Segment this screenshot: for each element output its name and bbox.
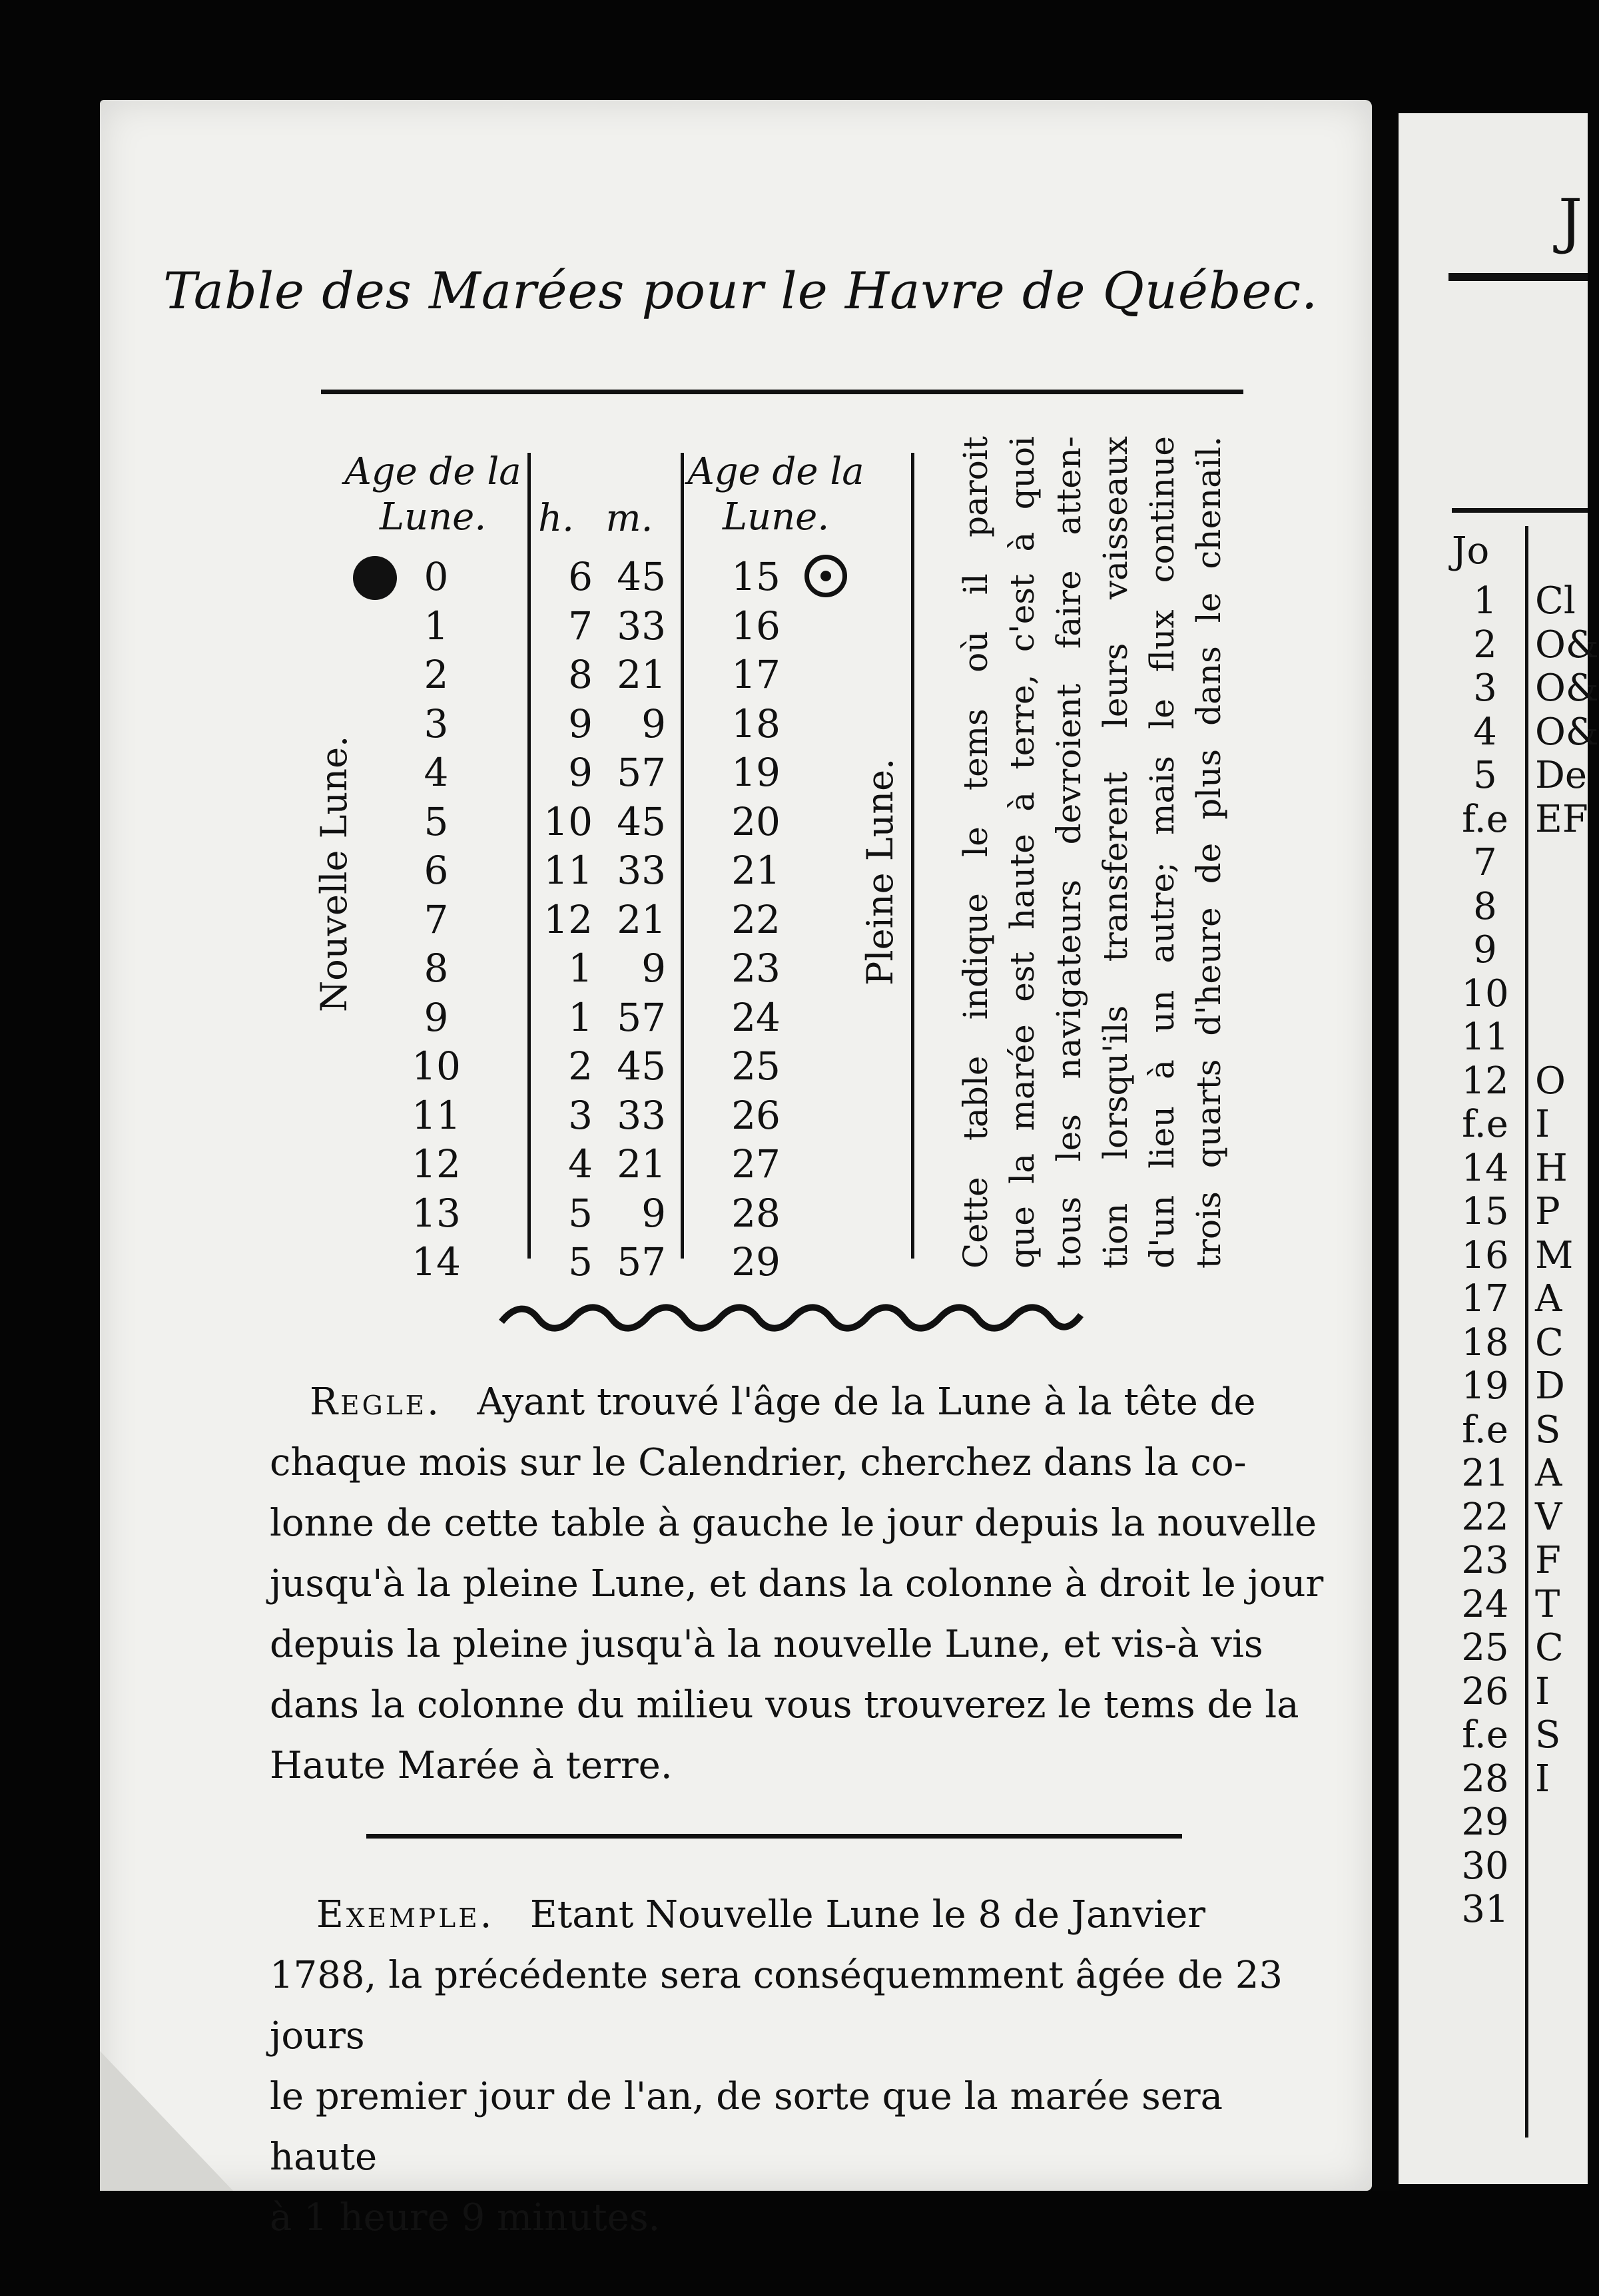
day-cell: f.e (1462, 1103, 1508, 1146)
rule-line: dans la colonne du milieu vous trouverez le tems de la (270, 1683, 1299, 1727)
next-page-rule-1 (1448, 273, 1588, 281)
day-cell: 3 (1473, 667, 1497, 710)
day-cell: 29 (1461, 1801, 1509, 1844)
day-cell: 11 (1461, 1015, 1509, 1059)
note-line: tous les navigateurs devroient faire atten- (1050, 436, 1088, 1269)
day-cell: 15 (1461, 1190, 1509, 1233)
header-age-full-line1: Age de la (687, 450, 864, 493)
table-cell: 10 (412, 1043, 461, 1089)
table-cell: 9 (424, 994, 449, 1040)
table-cell: 7 (568, 603, 593, 649)
table-cell: 8 (568, 652, 593, 697)
table-cell: 57 (617, 1239, 666, 1285)
column-minute (603, 553, 666, 1287)
table-cell: 12 (412, 1141, 461, 1187)
letter-cell (1535, 885, 1588, 929)
letter-cell: I (1535, 1669, 1550, 1713)
day-cell: 4 (1473, 710, 1497, 754)
day-cell: f.e (1462, 797, 1508, 841)
letter-cell: H (1535, 1146, 1568, 1190)
table-cell: 6 (568, 554, 593, 599)
letter-cell (1535, 1015, 1588, 1059)
letter-cell: M (1535, 1233, 1574, 1277)
header-age-new-line1: Age de la (344, 450, 521, 493)
table-cell: 10 (543, 798, 593, 844)
table-cell: 9 (568, 750, 593, 795)
note-line: que la marée est haute à terre, c'est à quoi (1003, 436, 1042, 1269)
day-cell: 5 (1473, 754, 1497, 797)
letter-cell (1535, 972, 1588, 1016)
table-cell: 20 (731, 798, 781, 844)
table-cell: 21 (617, 896, 666, 942)
letter-cell: C (1535, 1320, 1564, 1364)
column-rule-2 (681, 453, 684, 1259)
table-cell: 4 (568, 1141, 593, 1187)
letter-cell: D (1535, 1364, 1565, 1408)
letter-cell: EF (1535, 797, 1588, 841)
table-cell: 9 (641, 1190, 666, 1236)
table-cell: 29 (731, 1239, 781, 1285)
ornament-divider (498, 1302, 1084, 1332)
new-moon-icon (353, 556, 397, 600)
table-cell: 27 (731, 1141, 781, 1187)
column-hour (533, 553, 593, 1287)
table-cell: 21 (731, 848, 781, 893)
letter-cell: O& (1535, 623, 1599, 667)
note-line: Cette table indique le tems où il paroit (956, 436, 995, 1269)
example-line: le premier jour de l'an, de sorte que la marée sera haute (270, 2075, 1223, 2179)
table-cell: 33 (617, 603, 666, 649)
day-cell: 18 (1461, 1320, 1509, 1364)
rule-line: jusqu'à la pleine Lune, et dans la colonne à droit le jour (270, 1562, 1324, 1605)
table-cell: 9 (641, 946, 666, 991)
table-cell: 4 (424, 750, 449, 795)
day-cell: 19 (1461, 1364, 1509, 1408)
letter-cell: Cl (1535, 579, 1576, 623)
day-cell: 28 (1461, 1757, 1509, 1801)
table-cell: 8 (424, 946, 449, 991)
column-age-new (400, 553, 473, 1287)
next-page-letter-column (1535, 579, 1599, 1888)
full-moon-icon (804, 555, 847, 597)
table-cell: 25 (731, 1043, 781, 1089)
table-cell: 9 (641, 701, 666, 746)
letter-cell: P (1535, 1190, 1560, 1233)
letter-cell: I (1535, 1757, 1550, 1801)
day-cell: f.e (1462, 1408, 1508, 1452)
example-label: Exemple. (316, 1893, 495, 1936)
header-age-new-line2: Lune. (379, 495, 487, 539)
letter-cell (1535, 1801, 1588, 1845)
letter-cell: F (1535, 1539, 1561, 1582)
letter-cell: I (1535, 1103, 1550, 1146)
letter-cell (1535, 841, 1588, 885)
example-line (270, 1884, 1329, 1945)
example-line: à 1 heure 9 minutes. (270, 2196, 661, 2239)
table-cell: 22 (731, 896, 781, 942)
day-cell: 9 (1473, 928, 1497, 972)
letter-cell: S (1535, 1408, 1561, 1452)
rule-line: chaque mois sur le Calendrier, cherchez dans la co- (270, 1441, 1247, 1484)
rule-line: Haute Marée à terre. (270, 1744, 673, 1787)
next-page-day-column (1452, 579, 1518, 1932)
next-page-header: Jo (1452, 529, 1490, 573)
table-cell: 5 (424, 798, 449, 844)
label-nouvelle-lune: Nouvelle Lune. (313, 735, 355, 1012)
note-line: trois quarts d'heure de plus dans le chenail. (1189, 436, 1228, 1269)
note-line: d'un lieu à un autre; mais le flux continue (1143, 436, 1181, 1269)
table-cell: 45 (617, 798, 666, 844)
rule-paragraph (270, 1372, 1329, 1796)
table-cell: 7 (424, 896, 449, 942)
rule-label: Regle. (310, 1380, 442, 1424)
example-line-text: Etant Nouvelle Lune le 8 de Janvier (529, 1893, 1206, 1936)
header-hour: h. (538, 497, 574, 540)
next-page-top-letter: J (1558, 186, 1583, 256)
table-cell: 57 (617, 994, 666, 1040)
book-gutter (1372, 120, 1399, 2191)
table-cell: 57 (617, 750, 666, 795)
table-cell: 11 (412, 1092, 461, 1138)
label-pleine-lune: Pleine Lune. (859, 758, 901, 986)
day-cell: 12 (1461, 1059, 1509, 1103)
day-cell: 24 (1461, 1582, 1509, 1626)
day-cell: 10 (1461, 972, 1509, 1015)
letter-cell (1535, 928, 1588, 972)
table-cell: 21 (617, 1141, 666, 1187)
example-line: 1788, la précédente sera conséquemment âgée de 23 jours (270, 1954, 1283, 2058)
table-cell: 23 (731, 946, 781, 991)
table-cell: 3 (568, 1092, 593, 1138)
header-age-full-line2: Lune. (722, 495, 830, 539)
day-cell: 22 (1461, 1495, 1509, 1539)
day-cell: 17 (1461, 1277, 1509, 1320)
page-title: Table des Marées pour le Havre de Québec. (163, 261, 1319, 320)
table-cell: 9 (568, 701, 593, 746)
table-cell: 5 (568, 1239, 593, 1285)
table-cell: 28 (731, 1190, 781, 1236)
table-note (952, 436, 1232, 1269)
letter-cell: S (1535, 1713, 1561, 1757)
table-cell: 45 (617, 554, 666, 599)
letter-cell: De (1535, 754, 1588, 797)
table-cell: 16 (731, 603, 781, 649)
table-cell: 33 (617, 848, 666, 893)
rule-line-text: Ayant trouvé l'âge de la Lune à la tête de (477, 1380, 1256, 1424)
day-cell: 21 (1461, 1452, 1509, 1495)
letter-cell: O& (1535, 667, 1599, 710)
letter-cell: O& (1535, 710, 1599, 754)
table-cell: 14 (412, 1239, 461, 1285)
table-cell: 24 (731, 994, 781, 1040)
day-cell: 2 (1473, 623, 1497, 667)
day-cell: 26 (1461, 1669, 1509, 1713)
day-cell: 8 (1473, 884, 1497, 928)
rule-line: lonne de cette table à gauche le jour depuis la nouvelle (270, 1502, 1317, 1545)
table-cell: 1 (568, 946, 593, 991)
day-cell: 14 (1461, 1146, 1509, 1190)
next-page-column-rule (1525, 526, 1528, 2138)
day-cell: 30 (1461, 1844, 1509, 1888)
day-cell: f.e (1462, 1713, 1508, 1757)
table-cell: 5 (568, 1190, 593, 1236)
letter-cell: O (1535, 1059, 1566, 1103)
table-cell: 2 (568, 1043, 593, 1089)
letter-cell (1535, 1845, 1588, 1888)
note-line: tion lorsqu'ils transferent leurs vaisseaux (1096, 436, 1135, 1269)
example-paragraph (270, 1884, 1329, 2248)
day-cell: 23 (1461, 1539, 1509, 1582)
column-age-full (719, 553, 793, 1287)
table-cell: 19 (731, 750, 781, 795)
letter-cell: A (1535, 1452, 1562, 1495)
table-cell: 13 (412, 1190, 461, 1236)
table-cell: 12 (543, 896, 593, 942)
table-cell: 11 (543, 848, 593, 893)
table-cell: 15 (731, 554, 781, 599)
day-cell: 25 (1461, 1626, 1509, 1669)
header-age-full (679, 449, 872, 540)
table-cell: 3 (424, 701, 449, 746)
table-cell: 33 (617, 1092, 666, 1138)
table-cell: 18 (731, 701, 781, 746)
column-rule-3 (911, 453, 914, 1259)
day-cell: 1 (1473, 579, 1497, 623)
day-cell: 31 (1461, 1888, 1509, 1931)
table-cell: 1 (568, 994, 593, 1040)
table-cell: 6 (424, 848, 449, 893)
day-cell: 16 (1461, 1233, 1509, 1277)
table-cell: 17 (731, 652, 781, 697)
header-minute: m. (605, 497, 653, 540)
section-rule (366, 1834, 1182, 1839)
title-rule (321, 390, 1243, 394)
rule-line (270, 1372, 1329, 1432)
table-cell: 0 (424, 554, 449, 599)
table-cell: 1 (424, 603, 449, 649)
table-cell: 45 (617, 1043, 666, 1089)
header-age-new (336, 449, 529, 540)
next-page-rule-2 (1452, 508, 1588, 513)
column-rule-1 (527, 453, 531, 1259)
letter-cell: A (1535, 1277, 1562, 1320)
rule-line: depuis la pleine jusqu'à la nouvelle Lune, et vis-à vis (270, 1623, 1263, 1666)
letter-cell: T (1535, 1582, 1560, 1626)
letter-cell: V (1535, 1495, 1562, 1539)
letter-cell: C (1535, 1626, 1564, 1669)
day-cell: 7 (1473, 841, 1497, 884)
table-cell: 26 (731, 1092, 781, 1138)
table-cell: 2 (424, 652, 449, 697)
table-cell: 21 (617, 652, 666, 697)
